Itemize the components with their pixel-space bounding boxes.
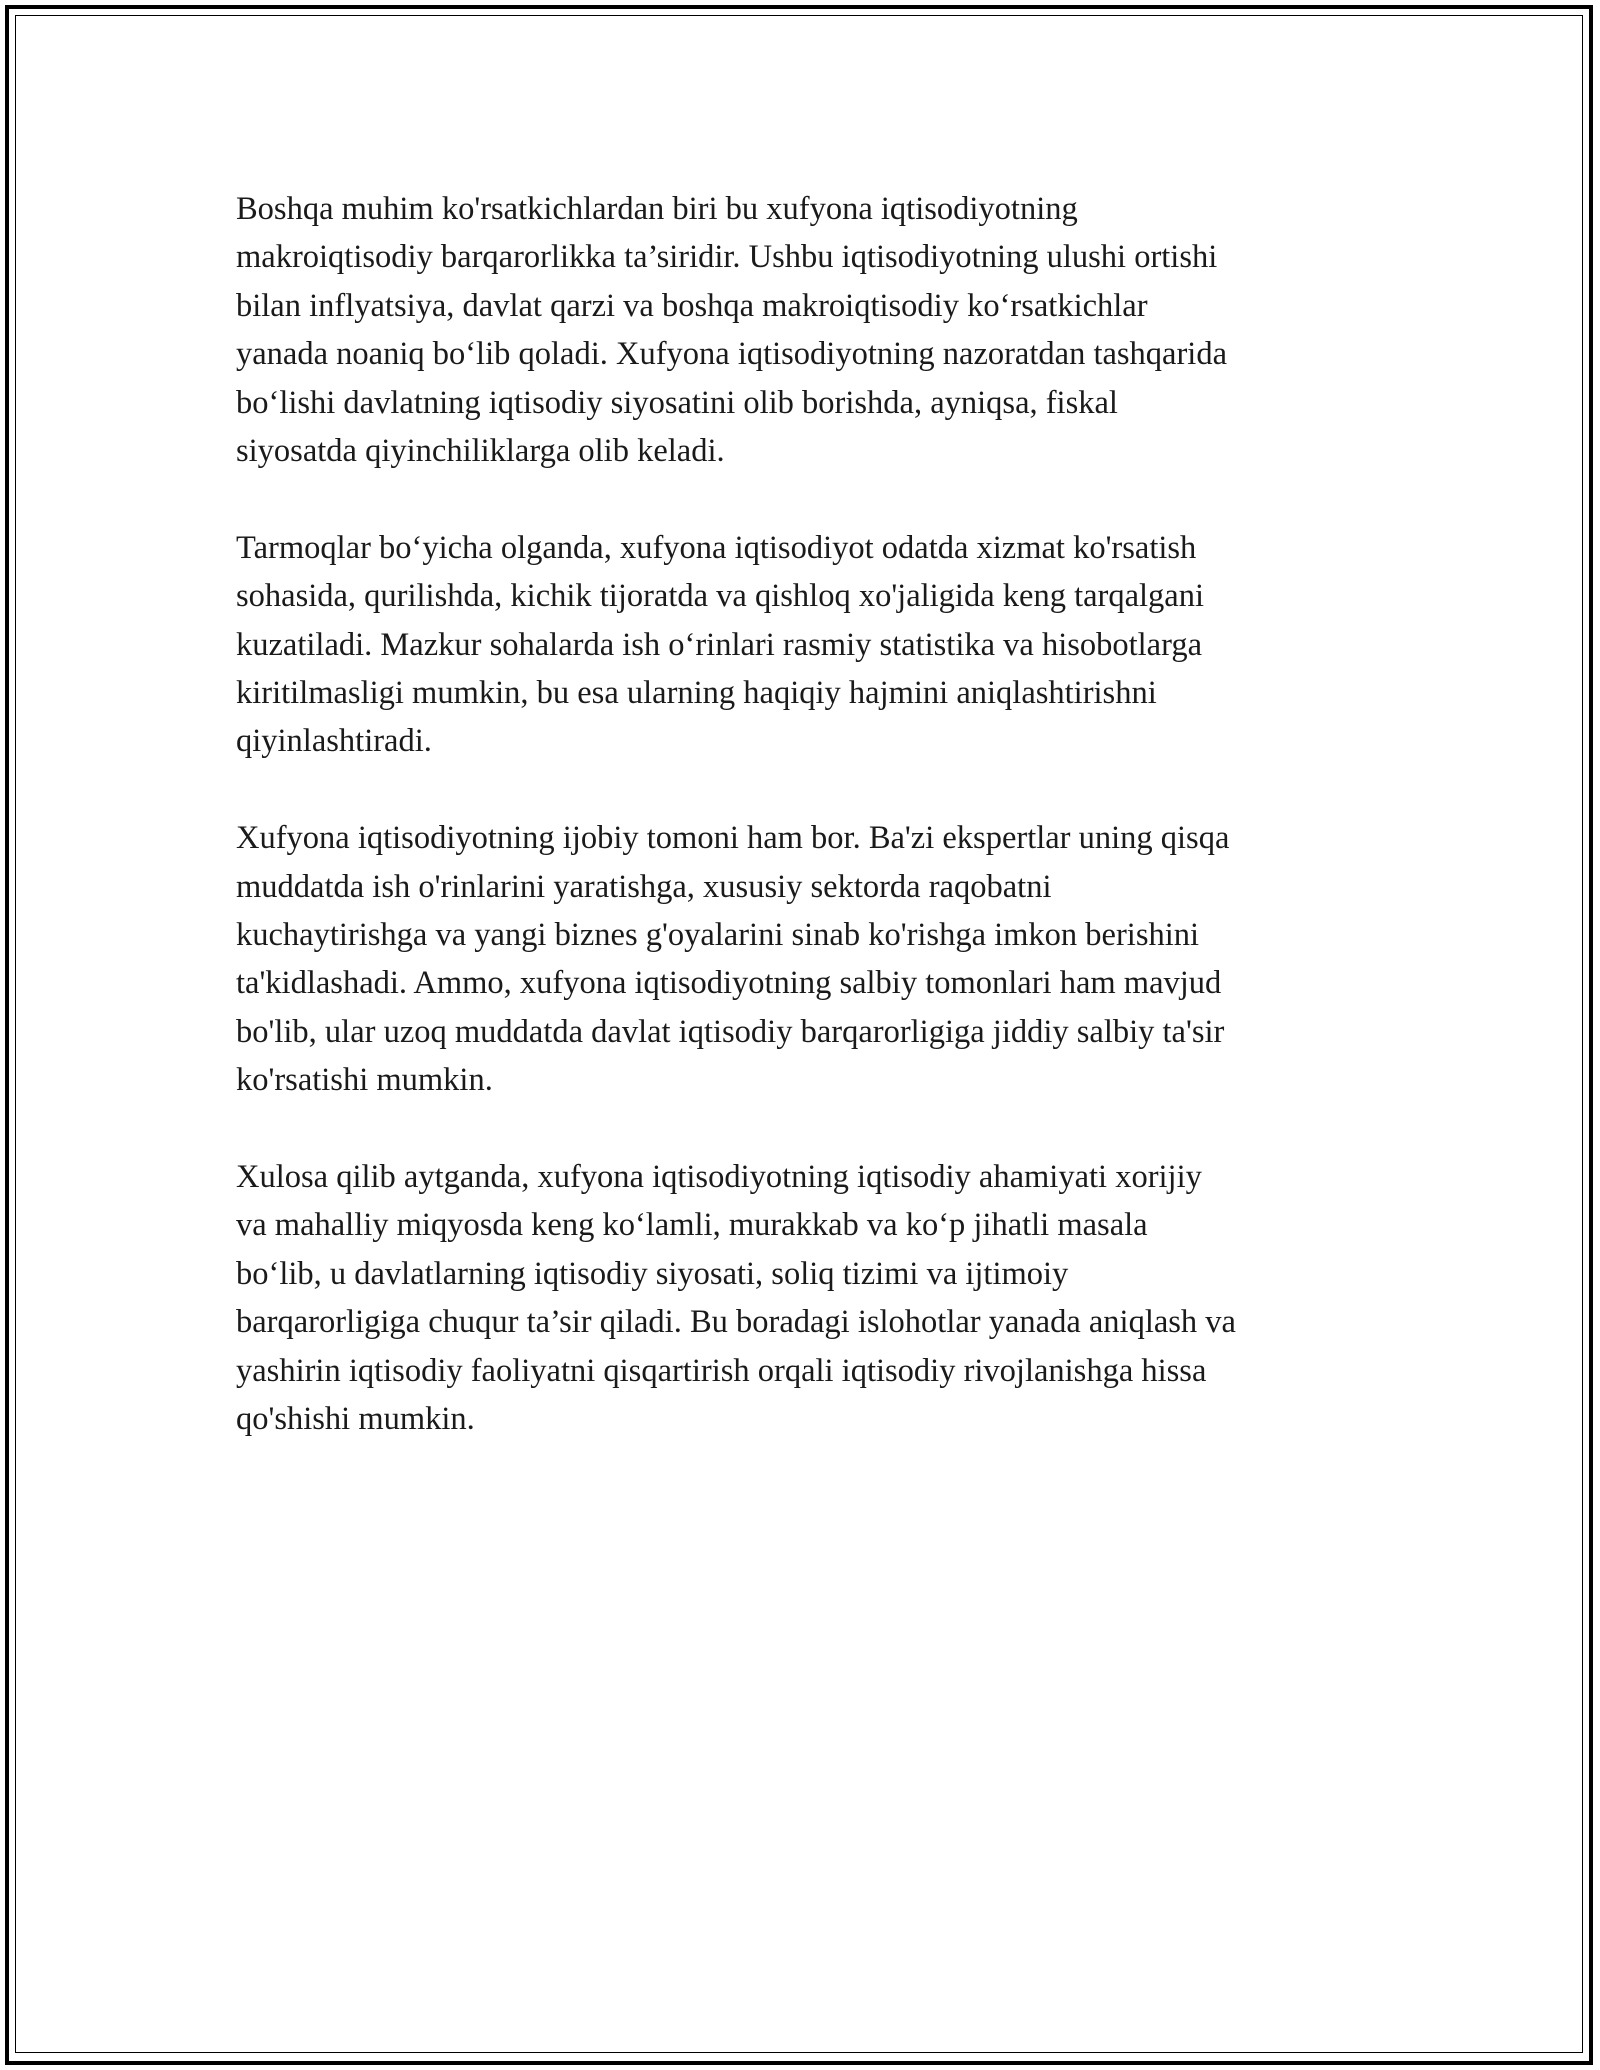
document-body bbox=[236, 185, 1386, 1492]
paragraph-sectors: Tarmoqlar bo‘yicha olganda, xufyona iqtisodiyot odatda xizmat ko'rsatish sohasida, qurilishda, kichik tijoratda va qishloq xo'jaligida keng tarqalgani kuzatiladi. Mazkur sohalarda ish o‘rinlari rasmiy statistika va hisobotlarga kiritilmasligi mumkin, bu esa ularning haqiqiy hajmini aniqlashtirishni qiyinlashtiradi. bbox=[236, 529, 1205, 760]
paragraph-positive-side: Xufyona iqtisodiyotning ijobiy tomoni ham bor. Ba'zi ekspertlar uning qisqa muddatda ish o'rinlarini yaratishga, xususiy sektorda raqobatni kuchaytirishga va yangi biznes g'oyalarini sinab ko'rishga imkon berishini ta'kidlashadi. Ammo, xufyona iqtisodiyotning salbiy tomonlari ham mavjud bo'lib, ular uzoq muddatda davlat iqtisodiy barqarorligiga jiddiy salbiy ta'sir ko'rsatishi mumkin. bbox=[236, 820, 1230, 1099]
paragraph-macroeconomic-stability: Boshqa muhim ko'rsatkichlardan biri bu xufyona iqtisodiyotning makroiqtisodiy barqarorlikka ta’siridir. Ushbu iqtisodiyotning ulushi ortishi bilan inflyatsiya, davlat qarzi va boshqa makroiqtisodiy ko‘rsatkichlar yanada noaniq bo‘lib qoladi. Xufyona iqtisodiyotning nazoratdan tashqarida bo‘lishi davlatning iqtisodiy siyosatini olib borishda, ayniqsa, fiskal siyosatda qiyinchiliklarga olib keladi. bbox=[236, 191, 1227, 470]
paragraph-conclusion: Xulosa qilib aytganda, xufyona iqtisodiyotning iqtisodiy ahamiyati xorijiy va mahalliy miqyosda keng ko‘lamli, murakkab va ko‘p jihatli masala bo‘lib, u davlatlarning iqtisodiy siyosati, soliq tizimi va ijtimoiy barqarorligiga chuqur ta’sir qiladi. Bu boradagi islohotlar yanada aniqlash va yashirin iqtisodiy faoliyatni qisqartirish orqali iqtisodiy rivojlanishga hissa qo'shishi mumkin. bbox=[236, 1159, 1236, 1438]
